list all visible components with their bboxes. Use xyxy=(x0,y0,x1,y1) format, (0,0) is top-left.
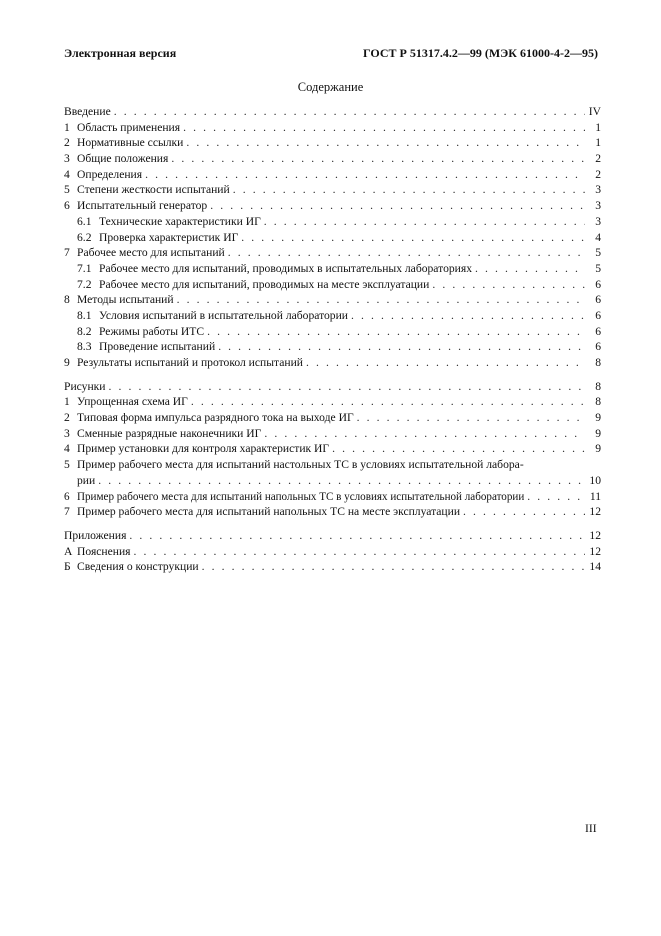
toc-entry-text: Пример установки для контроля характеристик ИГ xyxy=(77,442,330,456)
dot-leader xyxy=(351,308,585,324)
toc-entry-text: Рабочее место для испытаний, проводимых в испытательных лабораториях xyxy=(99,261,472,275)
toc-entry-section-9[interactable] xyxy=(64,355,601,371)
toc-entry-text: Нормативные ссылки xyxy=(77,136,184,150)
dot-leader xyxy=(432,277,585,293)
toc-entry-page: 9 xyxy=(595,426,601,440)
toc-entry-page: 11 xyxy=(589,489,601,503)
dot-leader xyxy=(108,379,585,395)
dot-leader xyxy=(306,355,585,371)
toc-entry-page: 1 xyxy=(595,120,601,134)
toc-entry-section-8-1[interactable] xyxy=(64,308,601,324)
dot-leader xyxy=(183,120,585,136)
dot-leader xyxy=(264,214,585,230)
toc-entry-page: 6 xyxy=(595,293,601,307)
toc-entry-text-line2: рии xyxy=(77,473,96,487)
toc-entry-page: 4 xyxy=(595,230,601,244)
toc-entry-figure-3[interactable] xyxy=(64,426,601,442)
toc-entry-section-8-3[interactable] xyxy=(64,339,601,355)
toc-entry-section-7[interactable] xyxy=(64,245,601,261)
toc-entry-section-1[interactable] xyxy=(64,120,601,136)
toc-entry-page: 1 xyxy=(595,136,601,150)
toc-entry-text: Область применения xyxy=(77,120,181,134)
toc-entry-text: Определения xyxy=(77,167,143,181)
toc-entry-text: Введение xyxy=(64,105,111,118)
toc-entry-number: 7 xyxy=(64,246,70,260)
toc-entry-section-3[interactable] xyxy=(64,151,601,167)
toc-entry-text: Степени жесткости испытаний xyxy=(77,183,230,197)
dot-leader xyxy=(527,489,585,505)
toc-entry-number: 9 xyxy=(64,356,70,369)
toc-entry-section-8-2[interactable] xyxy=(64,324,601,340)
dot-leader xyxy=(357,410,585,426)
toc-entry-number: 2 xyxy=(64,136,70,150)
toc-entry-page: 8 xyxy=(595,379,601,393)
toc-entry-number: 6 xyxy=(64,199,70,213)
toc-entry-text: Пример рабочего места для испытаний напольных ТС на месте эксплуатации xyxy=(77,505,461,519)
dot-leader xyxy=(228,245,585,261)
toc-entry-appendices[interactable] xyxy=(64,528,601,544)
toc-entry-text: Результаты испытаний и протокол испытаний xyxy=(77,356,303,369)
toc-entry-section-6-2[interactable] xyxy=(64,230,601,246)
dot-leader xyxy=(264,426,585,442)
dot-leader xyxy=(191,394,585,410)
toc-entry-figure-2[interactable] xyxy=(64,410,601,426)
toc-entry-text: Пояснения xyxy=(77,544,131,558)
toc-entry-page: 8 xyxy=(595,395,601,409)
page-number: III xyxy=(585,822,597,835)
toc-entry-text: Общие положения xyxy=(77,152,169,166)
toc-entry-number: 2 xyxy=(64,411,70,425)
toc-entry-figures[interactable] xyxy=(64,379,601,395)
toc-entry-page: 3 xyxy=(595,199,601,213)
toc-entry-page: 5 xyxy=(595,261,601,275)
toc-entry-page: 6 xyxy=(595,308,601,322)
toc-entry-section-6-1[interactable] xyxy=(64,214,601,230)
dot-leader xyxy=(177,292,585,308)
toc-entry-number: 1 xyxy=(64,395,70,409)
toc-entry-number: А xyxy=(64,544,73,558)
dot-leader xyxy=(332,441,585,457)
toc-entry-page: 12 xyxy=(589,544,601,558)
toc-entry-section-5[interactable] xyxy=(64,182,601,198)
toc-entry-page: 2 xyxy=(595,167,601,181)
dot-leader xyxy=(202,559,585,575)
section-divider xyxy=(64,520,601,528)
toc-entry-number: 6.1 xyxy=(77,214,92,228)
toc-entry-text: Условия испытаний в испытательной лаборатории xyxy=(99,308,349,322)
dot-leader xyxy=(233,182,585,198)
toc-entry-page: 9 xyxy=(595,442,601,456)
toc-entry-number: 8.3 xyxy=(77,340,92,354)
toc-entry-page: 2 xyxy=(595,152,601,166)
dot-leader xyxy=(129,528,585,544)
toc-entry-text: Технические характеристики ИГ xyxy=(99,214,261,228)
toc-entry-text: Рисунки xyxy=(64,379,106,393)
dot-leader xyxy=(114,104,585,120)
toc-entry-section-4[interactable] xyxy=(64,167,601,183)
toc-entry-text: Сведения о конструкции xyxy=(77,560,199,574)
toc-entry-page: 12 xyxy=(589,528,601,542)
toc-entry-text: Пример рабочего места для испытаний напольных ТС в условиях испытательной лаборатории xyxy=(77,490,525,503)
section-divider xyxy=(64,371,601,379)
toc-entry-text: Типовая форма импульса разрядного тока на выходе ИГ xyxy=(77,411,354,425)
toc-entry-number: 8.2 xyxy=(77,324,92,338)
table-of-contents xyxy=(64,104,601,575)
toc-entry-appendix-b[interactable] xyxy=(64,559,601,575)
toc-entry-number: 4 xyxy=(64,442,70,456)
toc-entry-text: Приложения xyxy=(64,528,127,542)
toc-entry-page: 3 xyxy=(595,214,601,228)
dot-leader xyxy=(207,324,585,340)
toc-entry-figure-7[interactable] xyxy=(64,504,601,520)
toc-entry-section-7-2[interactable] xyxy=(64,277,601,293)
toc-entry-page: 8 xyxy=(595,356,601,369)
toc-entry-section-7-1[interactable] xyxy=(64,261,601,277)
toc-entry-page: IV xyxy=(588,105,601,118)
toc-entry-page: 6 xyxy=(595,277,601,291)
dot-leader xyxy=(210,198,585,214)
toc-entry-number: 4 xyxy=(64,167,70,181)
header-standard-number: ГОСТ Р 51317.4.2—99 (МЭК 61000-4-2—95) xyxy=(363,46,598,60)
dot-leader xyxy=(145,167,585,183)
toc-entry-figure-1[interactable] xyxy=(64,394,601,410)
dot-leader xyxy=(241,230,585,246)
toc-entry-number: 5 xyxy=(64,458,70,472)
toc-entry-page: 9 xyxy=(595,411,601,425)
toc-entry-text: Рабочее место для испытаний xyxy=(77,246,225,260)
toc-title: Содержание xyxy=(297,80,364,94)
toc-entry-text: Испытательный генератор xyxy=(77,199,208,213)
toc-entry-number: Б xyxy=(64,560,71,574)
toc-entry-appendix-a[interactable] xyxy=(64,544,601,560)
dot-leader xyxy=(218,339,585,355)
toc-entry-figure-5[interactable] xyxy=(64,457,601,488)
toc-entry-section-2[interactable] xyxy=(64,135,601,151)
toc-entry-number: 8 xyxy=(64,293,70,307)
toc-entry-text: Сменные разрядные наконечники ИГ xyxy=(77,426,262,440)
toc-entry-text: Методы испытаний xyxy=(77,293,174,307)
toc-entry-figure-6[interactable] xyxy=(64,489,601,505)
toc-entry-page: 3 xyxy=(595,183,601,197)
toc-entry-number: 7 xyxy=(64,505,70,519)
toc-entry-figure-4[interactable] xyxy=(64,441,601,457)
dot-leader xyxy=(98,473,585,489)
toc-entry-text: Упрощенная схема ИГ xyxy=(77,395,188,409)
toc-entry-number: 6 xyxy=(64,490,70,503)
toc-entry-page: 10 xyxy=(589,473,601,487)
toc-entry-number: 6.2 xyxy=(77,230,92,244)
header-edition-label: Электронная версия xyxy=(64,46,177,60)
dot-leader xyxy=(134,544,585,560)
toc-entry-text: Проверка характеристик ИГ xyxy=(99,230,239,244)
dot-leader xyxy=(475,261,585,277)
toc-entry-number: 5 xyxy=(64,183,70,197)
toc-entry-text: Режимы работы ИТС xyxy=(99,324,205,338)
toc-entry-section-6[interactable] xyxy=(64,198,601,214)
dot-leader xyxy=(171,151,585,167)
toc-entry-page: 12 xyxy=(589,505,601,519)
toc-entry-page: 14 xyxy=(589,560,601,574)
toc-entry-text-line1: Пример рабочего места для испытаний настольных ТС в условиях испытательной лабора- xyxy=(77,458,524,472)
dot-leader xyxy=(186,135,585,151)
toc-entry-number: 8.1 xyxy=(77,308,92,322)
toc-entry-number: 1 xyxy=(64,120,70,134)
toc-entry-number: 7.2 xyxy=(77,277,92,291)
toc-entry-intro[interactable] xyxy=(64,104,601,120)
toc-entry-page: 5 xyxy=(595,246,601,260)
toc-entry-number: 7.1 xyxy=(77,261,92,275)
toc-entry-number: 3 xyxy=(64,152,70,166)
dot-leader xyxy=(463,504,585,520)
toc-entry-text: Рабочее место для испытаний, проводимых на месте эксплуатации xyxy=(99,277,430,291)
toc-entry-number: 3 xyxy=(64,426,70,440)
toc-entry-section-8[interactable] xyxy=(64,292,601,308)
toc-entry-page: 6 xyxy=(595,324,601,338)
toc-entry-text: Проведение испытаний xyxy=(99,340,216,354)
toc-entry-page: 6 xyxy=(595,340,601,354)
